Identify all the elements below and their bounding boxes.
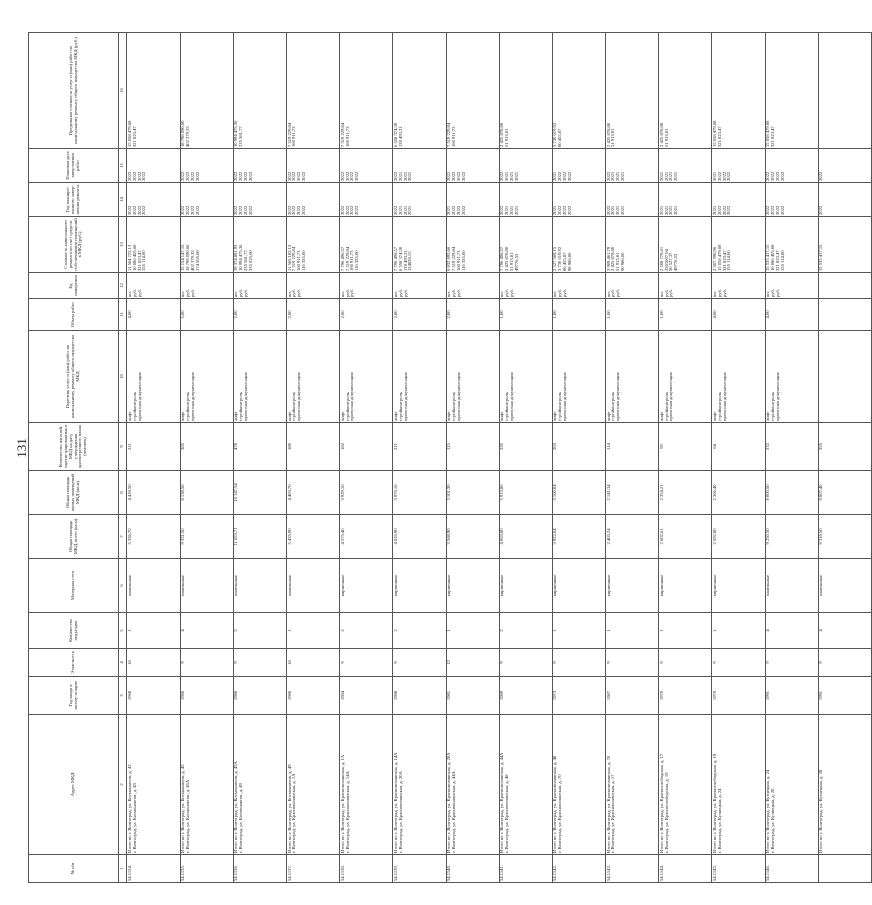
cost-cell: 2 507 390,96 15 058 479,68 321 823,47 155 114,00 (712, 217, 765, 273)
address-cell: Итого по г. Волгоград, ул. Кузнецкая, д. 28 (818, 715, 871, 855)
column-number: 12 (119, 273, 127, 299)
plan-year-cell: 2021 2022 2022 2022 (552, 183, 605, 217)
table-row (446, 33, 499, 883)
plan-date-cell: 2022 2021 2021 2021 (499, 149, 552, 183)
total-area-cell: 2 602,61 (659, 515, 712, 559)
works-cell: лифт стройконтроль проектная документация (233, 331, 286, 423)
year-cell: 1986 (286, 677, 339, 715)
works-cell: лифт стройконтроль проектная документация (712, 331, 765, 423)
max-cost-cell: 7 519 229,84 160 911,73 (340, 33, 393, 149)
total-area-cell: 3 568,90 (446, 515, 499, 559)
cost-cell: 11 564 722,13 10 086 405,68 321 823,47 155 114,00 (127, 217, 180, 273)
living-area-cell: 10 147,54 (233, 471, 286, 515)
header-cell: Год планиро-ванного завер-шения ремонта (29, 183, 119, 217)
living-area-cell: 2 366,40 (712, 471, 765, 515)
unit-cell: шт. руб. руб. (659, 273, 712, 299)
floors-cell: 9 (499, 649, 552, 677)
header-cell: Этаж-ность (29, 649, 119, 677)
cost-cell: 19 374 881,93 10 994 475,36 235 581,77 335 625,00 (233, 217, 286, 273)
table-row (180, 33, 233, 883)
volume-cell: 5,00 (180, 299, 233, 331)
page-number: 131 (14, 438, 29, 458)
plan-date-cell: 2022 2022 2022 2022 (340, 149, 393, 183)
floors-cell: 9 (180, 649, 233, 677)
wall-material-cell: кирпичные (606, 559, 659, 613)
works-cell (818, 331, 871, 423)
row-number (818, 855, 871, 883)
plan-year-cell: 2022 2021 2021 2021 (499, 183, 552, 217)
residents-cell: 220 (499, 423, 552, 471)
year-cell: 1991 (765, 677, 818, 715)
max-cost-cell: 10 994 475,36 235 581,77 (233, 33, 286, 149)
plan-date-cell: 2022 2022 2022 2022 (180, 149, 233, 183)
plan-date-cell: 2021 2022 2022 2022 (552, 149, 605, 183)
repair-plan-table (28, 32, 872, 883)
plan-year-cell: 2022 2022 2022 2022 (233, 183, 286, 217)
works-cell: лифт стройконтроль проектная документация (286, 331, 339, 423)
residents-cell: 180 (286, 423, 339, 471)
max-cost-cell: 6 558 374,30 139 493,21 (393, 33, 446, 149)
address-cell: Итого по г. Волгоград, ул. Краснополянская, д. 48 г. Волгоград, ул. Краснополянская, д. 70 (552, 715, 605, 855)
column-number: 15 (119, 149, 127, 183)
floors-cell: 16 (127, 649, 180, 677)
address-cell: Итого по г. Волгоград, ул. Краснополянская, д. 44А г. Волгоград, ул. Краснополянская, д. 48 (499, 715, 552, 855)
max-cost-cell: 15 058 479,68 321 823,47 (765, 33, 818, 149)
column-number: 10 (119, 331, 127, 423)
plan-date-cell: 2022 2022 2022 2022 (286, 149, 339, 183)
row-number: 54.1142. (552, 855, 605, 883)
works-cell: лифт стройконтроль проектная документация (499, 331, 552, 423)
column-number: 5 (119, 613, 127, 649)
row-number: 54.1136. (233, 855, 286, 883)
unit-cell: шт. руб. руб. (552, 273, 605, 299)
header-cell: № п/п (29, 855, 119, 883)
plan-date-cell: 2021 2022 2022 2022 (712, 149, 765, 183)
volume-cell: 2,00 (393, 299, 446, 331)
year-cell: 1968 (127, 677, 180, 715)
works-cell: лифт стройконтроль проектная документация (552, 331, 605, 423)
residents-cell: 355 (818, 423, 871, 471)
floors-cell: 9 (606, 649, 659, 677)
volume-cell: 4,00 (127, 299, 180, 331)
unit-cell: шт. руб. руб. (127, 273, 180, 299)
unit-cell: шт. руб. руб. (606, 273, 659, 299)
address-cell: Итого по г. Волгоград, ул. Космонавтов, д. 49 г. Волгоград, ул. Краснополянская, д. 1А (286, 715, 339, 855)
year-cell: 1970 (712, 677, 765, 715)
works-cell: лифт стройконтроль проектная документация (127, 331, 180, 423)
plan-year-cell: 2021 2021 2021 2021 (659, 183, 712, 217)
wall-material-cell: панельные (286, 559, 339, 613)
floors-cell: 9 (818, 649, 871, 677)
column-number: 14 (119, 183, 127, 217)
table-body (127, 33, 872, 883)
column-number: 1 (119, 855, 127, 883)
address-cell: Итого по г. Волгоград, ул. Краснополянская, д. 1А г. Волгоград, ул. Краснополянская, д. 14А (340, 715, 393, 855)
entrances-cell: 5 (233, 613, 286, 649)
cost-cell: 6 832 695,66 7 519 229,84 160 911,73 116 355,00 (446, 217, 499, 273)
plan-year-cell: 2022 2021 2021 2021 (606, 183, 659, 217)
plan-year-cell: 2021 2022 2022 2022 (446, 183, 499, 217)
entrances-cell: 1 (712, 613, 765, 649)
residents-cell: 64 (712, 423, 765, 471)
volume-cell: 1,00 (606, 299, 659, 331)
volume-cell: 1,00 (659, 299, 712, 331)
address-cell: Итого по г. Волгоград, ул. Кузнецкая, д. 24 г. Волгоград, ул. Кузнецкая, д. 28 (765, 715, 818, 855)
plan-year-cell: 2022 (818, 183, 871, 217)
residents-cell: 478 (233, 423, 286, 471)
row-number: 54.1139. (393, 855, 446, 883)
entrances-cell: 2 (393, 613, 446, 649)
wall-material-cell: панельные (765, 559, 818, 613)
floors-cell: 12 (446, 649, 499, 677)
unit-cell: шт. руб. руб. (393, 273, 446, 299)
header-cell: Количество жителей, зарегистрированных в МКД на дату утверждения краткосрочного плана (человек) (29, 423, 119, 471)
plan-year-cell: 2022 2022 2022 2022 (127, 183, 180, 217)
works-cell: лифт стройконтроль проектная документация (765, 331, 818, 423)
rotated-table-area (28, 33, 824, 883)
header-cell: Объем работ (29, 299, 119, 331)
total-area-cell: 5 435,90 (286, 515, 339, 559)
total-area-cell: 4 575,40 (340, 515, 393, 559)
floors-cell: 9 (233, 649, 286, 677)
row-number: 54.1135. (180, 855, 233, 883)
year-cell: 1989 (499, 677, 552, 715)
cost-cell: 2 527 569,15 3 730 019,92 80 455,87 98 986,00 (552, 217, 605, 273)
address-cell: Итого по г. Волгоград, ул. Краснослободская, д. 19 г. Волгоград, ул. Кузнецкая, д. 24 (712, 715, 765, 855)
residents-cell: 211 (127, 423, 180, 471)
address-cell: Итого по г. Волгоград, ул. Космонавтов, д. 45 г. Волгоград, ул. Космонавтов, д. 45А (180, 715, 233, 855)
row-number: 54.1145. (712, 855, 765, 883)
entrances-cell: 2 (499, 613, 552, 649)
cost-cell: 3 909 461,79 2 425 878,80 51 913,81 90 986,00 (606, 217, 659, 273)
total-area-cell: 9 318,50 (818, 515, 871, 559)
floors-cell: 9 (552, 649, 605, 677)
year-cell: 1987 (606, 677, 659, 715)
works-cell: лифт стройконтроль проектная документация (393, 331, 446, 423)
wall-material-cell: панельные (127, 559, 180, 613)
total-area-cell: 2 592,80 (712, 515, 765, 559)
floors-cell: 16 (286, 649, 339, 677)
header-cell: Плановая дата завер-шения работ (29, 149, 119, 183)
table-row (818, 33, 871, 883)
unit-cell: шт. руб. руб. (446, 273, 499, 299)
table-row (127, 33, 180, 883)
total-area-cell: 11 653,71 (233, 515, 286, 559)
column-number-row (119, 33, 127, 883)
unit-cell (818, 273, 871, 299)
max-cost-cell: 15 058 479,68 321 823,47 (127, 33, 180, 149)
table-row (659, 33, 712, 883)
header-cell: Ед. измерения (29, 273, 119, 299)
volume-cell: 2,00 (286, 299, 339, 331)
max-cost-cell: 15 058 479,68 321 823,47 (712, 33, 765, 149)
entrances-cell: 4 (765, 613, 818, 649)
total-area-cell: 9 250,50 (765, 515, 818, 559)
volume-cell: 2,00 (340, 299, 393, 331)
table-row (340, 33, 393, 883)
wall-material-cell: кирпичные (393, 559, 446, 613)
table-row (233, 33, 286, 883)
cost-cell: 11 565 182,13 7 519 229,84 160 911,73 116 355,00 (286, 217, 339, 273)
table-row (765, 33, 818, 883)
living-area-cell: 2 354,21 (659, 471, 712, 515)
wall-material-cell: кирпичные (659, 559, 712, 613)
works-cell: лифт стройконтроль проектная документация (446, 331, 499, 423)
row-number: 54.1141. (499, 855, 552, 883)
year-cell: 1981 (446, 677, 499, 715)
volume-cell: 1,00 (552, 299, 605, 331)
wall-material-cell: кирпичные (712, 559, 765, 613)
plan-year-cell: 2022 2021 2021 2021 (393, 183, 446, 217)
max-cost-cell: 3 730 019,92 80 455,87 (552, 33, 605, 149)
max-cost-cell: 2 425 878,80 51 913,81 (606, 33, 659, 149)
total-area-cell: 3 922,04 (552, 515, 605, 559)
floors-cell: 9 (765, 649, 818, 677)
unit-cell: шт. руб. руб. (765, 273, 818, 299)
table-row (552, 33, 605, 883)
address-cell: Итого по г. Волгоград, ул. Краснополянская, д. 70 г. Волгоград, ул. Краснополянская, д. 17 (606, 715, 659, 855)
living-area-cell: 8 138,50 (180, 471, 233, 515)
volume-cell: 2,00 (446, 299, 499, 331)
entrances-cell: 4 (818, 613, 871, 649)
works-cell: лифт стройконтроль проектная документация (659, 331, 712, 423)
row-number: 54.1140. (446, 855, 499, 883)
entrances-cell: 1 (606, 613, 659, 649)
max-cost-cell: 2 425 878,80 51 913,81 (659, 33, 712, 149)
plan-date-cell: 2022 2021 2021 2021 (393, 149, 446, 183)
address-cell: Итого по г. Волгоград, ул. Космонавтов, д. 45А г. Волгоград, ул. Космонавтов, д. 49 (233, 715, 286, 855)
header-cell: Общая площадь МКД, всего (кв.м) (29, 515, 119, 559)
residents-cell: 203 (552, 423, 605, 471)
column-number: 13 (119, 217, 127, 273)
volume-cell: 1,00 (499, 299, 552, 331)
table-row (499, 33, 552, 883)
row-number: 54.1134. (127, 855, 180, 883)
plan-year-cell: 2022 2022 2022 2022 (286, 183, 339, 217)
column-number: 3 (119, 677, 127, 715)
max-cost-cell: 2 425 878,80 51 913,81 (499, 33, 552, 149)
column-number: 8 (119, 471, 127, 515)
year-cell: 1973 (552, 677, 605, 715)
unit-cell: шт. руб. руб. (499, 273, 552, 299)
cost-cell: 7 796 496,57 6 558 374,30 139 493,21 134828,15 (393, 217, 446, 273)
header-cell: Перечень услуг и (или) работ по капитальному ремонту общего имущества МКД (29, 331, 119, 423)
entrances-cell: 4 (180, 613, 233, 649)
column-number: 11 (119, 299, 127, 331)
header-cell: Адрес МКД (29, 715, 119, 855)
plan-date-cell: 2022 2022 2022 2022 (127, 149, 180, 183)
year-cell: 1984 (340, 677, 393, 715)
column-number: 16 (119, 33, 127, 149)
wall-material-cell: кирпичные (499, 559, 552, 613)
wall-material-cell: панельные (818, 559, 871, 613)
address-cell: Итого по г. Волгоград, ул. Краснослободская, д. 17 г. Волгоград, ул. Краснослободская, д. 19 (659, 715, 712, 855)
unit-cell: шт. руб. руб. (233, 273, 286, 299)
header-cell: Предельная стоимость услуг и (или) работ по капитальному ремонту общего имущества МКД (руб.) (29, 33, 119, 149)
floors-cell: 9 (659, 649, 712, 677)
cost-cell: 2 568 778,61 2501007,04 50 527,37 49776,53 (659, 217, 712, 273)
residents-cell: 385 (180, 423, 233, 471)
living-area-cell: 4 403,70 (286, 471, 339, 515)
max-cost-cell: 7 519 229,84 160 911,73 (446, 33, 499, 149)
floors-cell: 9 (393, 649, 446, 677)
total-area-cell: 4 063,80 (499, 515, 552, 559)
living-area-cell: 3 101,30 (446, 471, 499, 515)
residents-cell: 182 (340, 423, 393, 471)
cost-cell: 7 796 496,57 2 425 878,80 51 913,81 49776,53 (499, 217, 552, 273)
row-number: 54.1137. (286, 855, 339, 883)
address-cell: Итого по г. Волгоград, ул. Краснополянская, д. 20А г. Волгоград, ул. Краснополянская, д. 44А (446, 715, 499, 855)
plan-year-cell: 2021 2022 2022 2022 (712, 183, 765, 217)
max-cost-cell: 7 519 229,84 160 911,73 (286, 33, 339, 149)
plan-year-cell: 2022 2022 2022 2022 (340, 183, 393, 217)
residents-cell: 115 (446, 423, 499, 471)
entrances-cell: 1 (127, 613, 180, 649)
wall-material-cell: панельные (233, 559, 286, 613)
max-cost-cell: 18 798 090,60 402 379,33 (180, 33, 233, 149)
plan-year-cell: 2022 2022 2022 2022 (180, 183, 233, 217)
column-number: 4 (119, 649, 127, 677)
volume-cell: 4,00 (712, 299, 765, 331)
row-number: 54.1146. (765, 855, 818, 883)
header-row (29, 33, 119, 883)
volume-cell: 2,00 (233, 299, 286, 331)
total-area-cell: 5 336,70 (127, 515, 180, 559)
header-cell: Год ввода в эксплу-атацию (29, 677, 119, 715)
unit-cell: шт. руб. руб. (712, 273, 765, 299)
residents-cell: 211 (393, 423, 446, 471)
header-cell: Материал стен (29, 559, 119, 613)
unit-cell: шт. руб. руб. (180, 273, 233, 299)
address-cell: Итого по г. Волгоград, ул. Краснополянская, д. 14А г. Волгоград, ул. Краснополянская, д. 20А (393, 715, 446, 855)
column-number: 9 (119, 423, 127, 471)
row-number: 54.1138. (340, 855, 393, 883)
address-cell: Итого по г. Волгоград, ул. Космонавтов, д. 43 г. Волгоград, ул. Космонавтов, д. 43 (127, 715, 180, 855)
living-area-cell: 8 007,40 (818, 471, 871, 515)
header-cell: Количество подъездов (29, 613, 119, 649)
plan-date-cell: 2022 (818, 149, 871, 183)
max-cost-cell (818, 33, 871, 149)
volume-cell: 4,00 (765, 299, 818, 331)
unit-cell: шт. руб. руб. (340, 273, 393, 299)
header-cell: Общая площадь жилых помещений МКД (кв.м) (29, 471, 119, 515)
floors-cell: 9 (340, 649, 393, 677)
living-area-cell: 3 160,04 (552, 471, 605, 515)
plan-date-cell: 2022 2022 2022 2022 (233, 149, 286, 183)
cost-cell: 15 154 147,15 18 798 090,60 402 379,33 174 505,00 (180, 217, 233, 273)
table-row (286, 33, 339, 883)
works-cell: лифт стройконтроль проектная документация (180, 331, 233, 423)
works-cell: лифт стройконтроль проектная документация (606, 331, 659, 423)
residents-cell: 95 (659, 423, 712, 471)
living-area-cell: 4 418,50 (127, 471, 180, 515)
plan-date-cell: 2022 2022 2022 2022 (765, 149, 818, 183)
plan-date-cell: 2021 2022 2022 2022 (446, 149, 499, 183)
year-cell: 1986 (233, 677, 286, 715)
header-cell: Стоимость капитального ремонта по счет средств собственников помещений в МКД (руб.) (29, 217, 119, 273)
residents-cell: 332 (765, 423, 818, 471)
entrances-cell: 1 (286, 613, 339, 649)
living-area-cell: 3 929,10 (340, 471, 393, 515)
living-area-cell: 8 000,50 (765, 471, 818, 515)
cost-cell: 7 796 496,57 7 519 229,84 160 911,73 116 355,00 (340, 217, 393, 273)
wall-material-cell: кирпичные (340, 559, 393, 613)
total-area-cell: 4 026,90 (393, 515, 446, 559)
volume-cell (818, 299, 871, 331)
total-area-cell: 9 331,50 (180, 515, 233, 559)
table-row (393, 33, 446, 883)
row-number: 54.1143. (606, 855, 659, 883)
residents-cell: 114 (606, 423, 659, 471)
wall-material-cell: кирпичные (552, 559, 605, 613)
living-area-cell: 3 913,80 (499, 471, 552, 515)
entrances-cell: 1 (552, 613, 605, 649)
unit-cell: шт. руб. руб. (286, 273, 339, 299)
plan-date-cell: 2021 2021 2021 2021 (659, 149, 712, 183)
row-number: 54.1144. (659, 855, 712, 883)
works-cell: лифт стройконтроль проектная документация (340, 331, 393, 423)
year-cell: 1970 (659, 677, 712, 715)
column-number: 2 (119, 715, 127, 855)
cost-cell: 15 535 417,15 (818, 217, 871, 273)
cost-cell: 15 535 417,15 10 086 405,68 321 823,47 155 114,00 (765, 217, 818, 273)
wall-material-cell: кирпичные (446, 559, 499, 613)
floors-cell: 9 (712, 649, 765, 677)
wall-material-cell: панельные (180, 559, 233, 613)
column-number: 7 (119, 515, 127, 559)
living-area-cell: 3 976,10 (393, 471, 446, 515)
total-area-cell: 2 405,24 (606, 515, 659, 559)
plan-date-cell: 2022 2021 2021 2021 (606, 149, 659, 183)
plan-year-cell: 2022 2022 2022 2022 (765, 183, 818, 217)
entrances-cell: 1 (446, 613, 499, 649)
year-cell: 1986 (180, 677, 233, 715)
table-row (606, 33, 659, 883)
year-cell: 1991 (818, 677, 871, 715)
table-row (712, 33, 765, 883)
entrances-cell: 2 (340, 613, 393, 649)
year-cell: 1988 (393, 677, 446, 715)
column-number: 6 (119, 559, 127, 613)
living-area-cell: 2 141,34 (606, 471, 659, 515)
entrances-cell: 1 (659, 613, 712, 649)
